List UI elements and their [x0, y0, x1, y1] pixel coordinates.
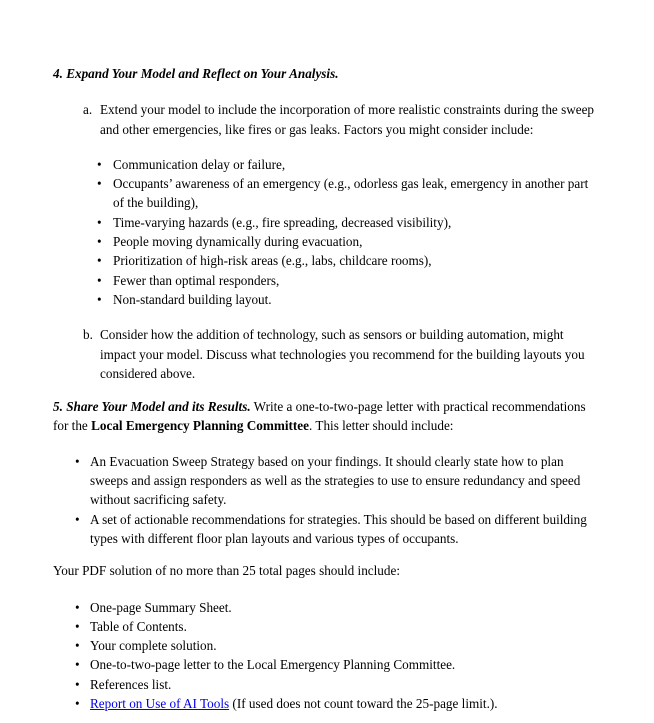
- pdf-requirements-bullet-list: [75, 598, 654, 714]
- list-item: [97, 271, 654, 290]
- list-item: [97, 213, 654, 232]
- bullet-icon: •: [75, 453, 80, 469]
- factor-text: Communication delay or failure,: [113, 156, 286, 172]
- list-marker-a: a.: [83, 102, 93, 118]
- bullet-icon: •: [75, 657, 80, 673]
- ai-tools-line: [90, 694, 600, 713]
- bullet-icon: •: [97, 253, 102, 269]
- list-item: [75, 675, 654, 694]
- section-5-paragraph: [53, 397, 600, 436]
- bullet-icon: •: [75, 638, 80, 654]
- list-item-ai-tools: [75, 694, 654, 713]
- section-5-tail-text: . This letter should include:: [309, 418, 454, 434]
- factor-text: Fewer than optimal responders,: [113, 272, 280, 288]
- list-item: [97, 155, 654, 174]
- pdf-item-text: References list.: [90, 676, 172, 692]
- section-4-heading: 4. Expand Your Model and Reflect on Your Analysis.: [53, 66, 339, 81]
- bullet-icon: •: [97, 176, 102, 192]
- ai-tools-suffix-text: (If used does not count toward the 25-page limit.).: [229, 696, 498, 712]
- bullet-icon: •: [75, 599, 80, 615]
- pdf-item-text: Table of Contents.: [90, 618, 187, 634]
- factor-text: People moving dynamically during evacuation,: [113, 234, 363, 250]
- list-item-a: [83, 100, 654, 139]
- bullet-icon: •: [75, 676, 80, 692]
- list-item: [97, 251, 654, 270]
- bullet-icon: •: [97, 214, 102, 230]
- list-item: [75, 617, 654, 636]
- committee-name: Local Emergency Planning Committee: [91, 418, 310, 434]
- pdf-solution-intro: Your PDF solution of no more than 25 total pages should include:: [53, 563, 401, 579]
- ai-tools-report-link[interactable]: Report on Use of AI Tools: [90, 696, 230, 712]
- pdf-item-text: One-page Summary Sheet.: [90, 599, 232, 615]
- list-marker-b: b.: [83, 327, 93, 343]
- letter-bullet-text: An Evacuation Sweep Strategy based on your findings. It should clearly state how to plan sweeps and assign responders as well as the strategies to use to ensure redundancy and speed without sacrificing safety.: [90, 453, 581, 508]
- letter-contents-bullet-list: [75, 452, 654, 548]
- factor-text: Non-standard building layout.: [113, 291, 272, 307]
- letter-bullet-text: A set of actionable recommendations for strategies. This should be based on different building types with different floor plan layouts and various types of occupants.: [90, 511, 587, 546]
- pdf-item-text: One-to-two-page letter to the Local Emergency Planning Committee.: [90, 657, 456, 673]
- list-item: [97, 290, 654, 309]
- list-item: [75, 598, 654, 617]
- factor-text: Time-varying hazards (e.g., fire spreading, decreased visibility),: [113, 214, 452, 230]
- list-item: [75, 452, 654, 510]
- section-5-intro-text: Write a one-to-two-page letter with practical recommendations for the: [53, 399, 586, 434]
- section-5-heading: 5. Share Your Model and its Results.: [53, 399, 251, 415]
- list-item: [97, 232, 654, 251]
- bullet-icon: •: [97, 272, 102, 288]
- bullet-icon: •: [75, 696, 80, 712]
- bullet-icon: •: [97, 291, 102, 307]
- bullet-icon: •: [97, 156, 102, 172]
- factor-text: Occupants’ awareness of an emergency (e.g., odorless gas leak, emergency in another part of the building),: [113, 176, 589, 211]
- list-item: [75, 510, 654, 549]
- list-item: [75, 636, 654, 655]
- item-b-text: Consider how the addition of technology, such as sensors or building automation, might impact your model. Discuss what technologies you recommend for the building layouts you considered above.: [100, 327, 585, 381]
- list-item: [97, 174, 654, 213]
- list-item-b: [83, 325, 654, 383]
- list-item: [75, 655, 654, 674]
- factor-text: Prioritization of high-risk areas (e.g., labs, childcare rooms),: [113, 253, 432, 269]
- bullet-icon: •: [75, 511, 80, 527]
- bullet-icon: •: [97, 234, 102, 250]
- bullet-icon: •: [75, 618, 80, 634]
- pdf-item-text: Your complete solution.: [90, 638, 217, 654]
- item-a-text: Extend your model to include the incorporation of more realistic constraints during the sweep and other emergencies, like fires or gas leaks. Factors you might consider include:: [100, 102, 595, 137]
- factors-bullet-list: [97, 155, 654, 309]
